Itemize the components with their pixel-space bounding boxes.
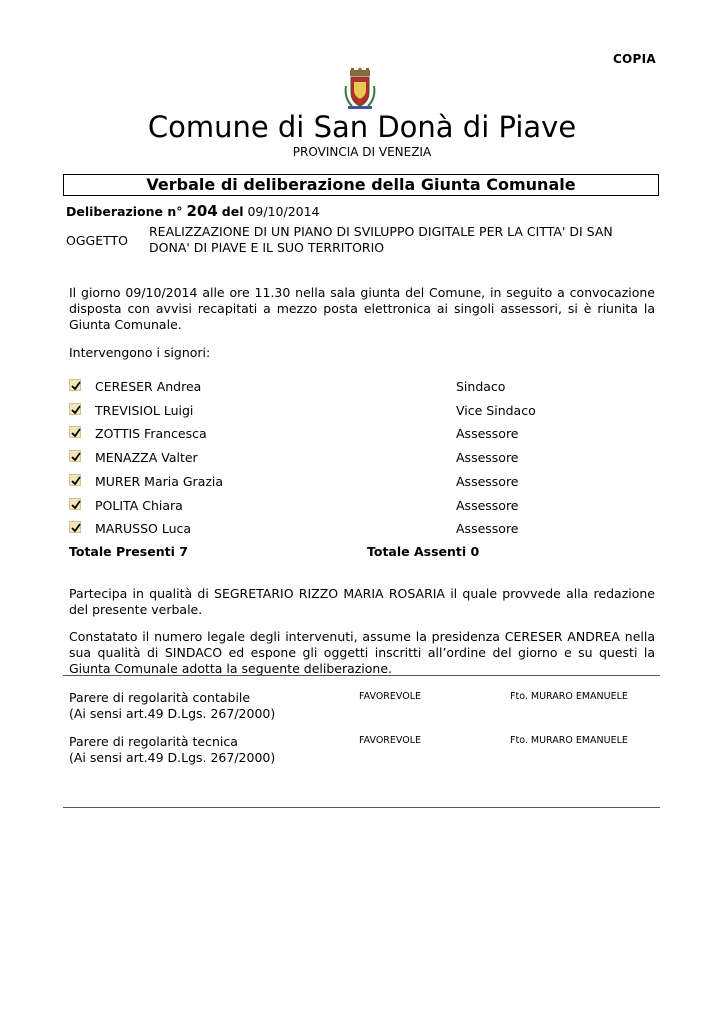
member-name: MARUSSO Luca <box>95 521 192 537</box>
parere-contabile <box>69 690 275 722</box>
member-name: POLITA Chiara <box>95 497 183 513</box>
member-role: Assessore <box>456 426 519 442</box>
parere-tecnica <box>69 734 275 766</box>
member-row <box>69 403 669 423</box>
parere-tecnica-esito: FAVOREVOLE <box>359 735 422 746</box>
oggetto-label: OGGETTO <box>66 233 128 248</box>
check-icon <box>70 451 82 463</box>
presence-checkbox[interactable] <box>69 426 81 438</box>
member-role: Assessore <box>456 497 519 513</box>
parere-contabile-esito: FAVOREVOLE <box>359 691 422 702</box>
presence-checkbox[interactable] <box>69 521 81 533</box>
segretario-paragraph: Partecipa in qualità di SEGRETARIO RIZZO MARIA ROSARIA il quale provvede alla redazione del presente verbale. <box>69 586 655 617</box>
oggetto-line-1: REALIZZAZIONE DI UN PIANO DI SVILUPPO DIGITALE PER LA CITTA' DI SAN <box>149 224 613 239</box>
member-name: MURER Maria Grazia <box>95 473 224 489</box>
copia-label: COPIA <box>612 52 656 66</box>
parere-contabile-firma: Fto. MURARO EMANUELE <box>510 691 628 702</box>
totale-presenti: Totale Presenti 7 <box>69 544 188 559</box>
check-icon <box>70 475 82 487</box>
member-name: CERESER Andrea <box>95 379 202 394</box>
deliberazione-number: 204 <box>186 202 218 220</box>
divider-top <box>63 675 660 676</box>
parere-tecnica-ref: (Ai sensi art.49 D.Lgs. 267/2000) <box>69 750 276 765</box>
check-icon <box>70 499 82 511</box>
parere-contabile-ref: (Ai sensi art.49 D.Lgs. 267/2000) <box>69 706 276 721</box>
check-icon <box>70 380 82 392</box>
presence-checkbox[interactable] <box>69 450 81 462</box>
member-row <box>69 521 669 541</box>
intro-paragraph: Il giorno 09/10/2014 alle ore 11.30 nella sala giunta del Comune, in seguito a convocazione disposta con avvisi recapitati a mezzo posta elettronica ai singoli assessori, si è riunita la Giunta Comunale. <box>69 285 655 332</box>
member-row <box>69 379 669 399</box>
deliberazione-line <box>66 202 320 220</box>
coat-of-arms-icon <box>342 68 378 110</box>
deliberazione-date: 09/10/2014 <box>247 204 320 219</box>
intervengono-label: Intervengono i signori: <box>69 345 211 360</box>
member-name: ZOTTIS Francesca <box>95 426 207 442</box>
totale-assenti: Totale Assenti 0 <box>367 544 480 559</box>
parere-contabile-label: Parere di regolarità contabile <box>69 690 251 705</box>
provincia-subtitle: PROVINCIA DI VENEZIA <box>292 145 432 159</box>
divider-bottom <box>63 807 660 808</box>
parere-tecnica-firma: Fto. MURARO EMANUELE <box>510 735 628 746</box>
member-role: Assessore <box>456 450 519 466</box>
comune-title: Comune di San Donà di Piave <box>147 110 577 144</box>
oggetto-line-2: DONA' DI PIAVE E IL SUO TERRITORIO <box>149 240 385 255</box>
member-name: TREVISIOL Luigi <box>95 402 194 418</box>
deliberazione-del: del <box>221 204 244 219</box>
check-icon <box>70 427 82 439</box>
member-row <box>69 450 669 470</box>
parere-tecnica-label: Parere di regolarità tecnica <box>69 734 238 749</box>
presence-checkbox[interactable] <box>69 474 81 486</box>
oggetto-text <box>149 224 649 256</box>
member-name: MENAZZA Valter <box>95 450 198 466</box>
presence-checkbox[interactable] <box>69 379 81 391</box>
member-role: Vice Sindaco <box>456 402 536 418</box>
member-row <box>69 474 669 494</box>
member-role: Sindaco <box>456 379 506 394</box>
check-icon <box>70 404 82 416</box>
deliberazione-label: Deliberazione n° <box>66 204 183 219</box>
presence-checkbox[interactable] <box>69 403 81 415</box>
presence-checkbox[interactable] <box>69 498 81 510</box>
presidenza-paragraph: Constatato il numero legale degli intervenuti, assume la presidenza CERESER ANDREA nella sua qualità di SINDACO ed espone gli oggetti inscritti all’ordine del giorno e su questi la Giunta Comunale adotta la seguente deliberazione. <box>69 629 655 676</box>
member-role: Assessore <box>456 521 519 537</box>
member-role: Assessore <box>456 473 519 489</box>
member-row <box>69 498 669 518</box>
check-icon <box>70 522 82 534</box>
document-title: Verbale di deliberazione della Giunta Comunale <box>63 174 659 196</box>
member-row <box>69 426 669 446</box>
